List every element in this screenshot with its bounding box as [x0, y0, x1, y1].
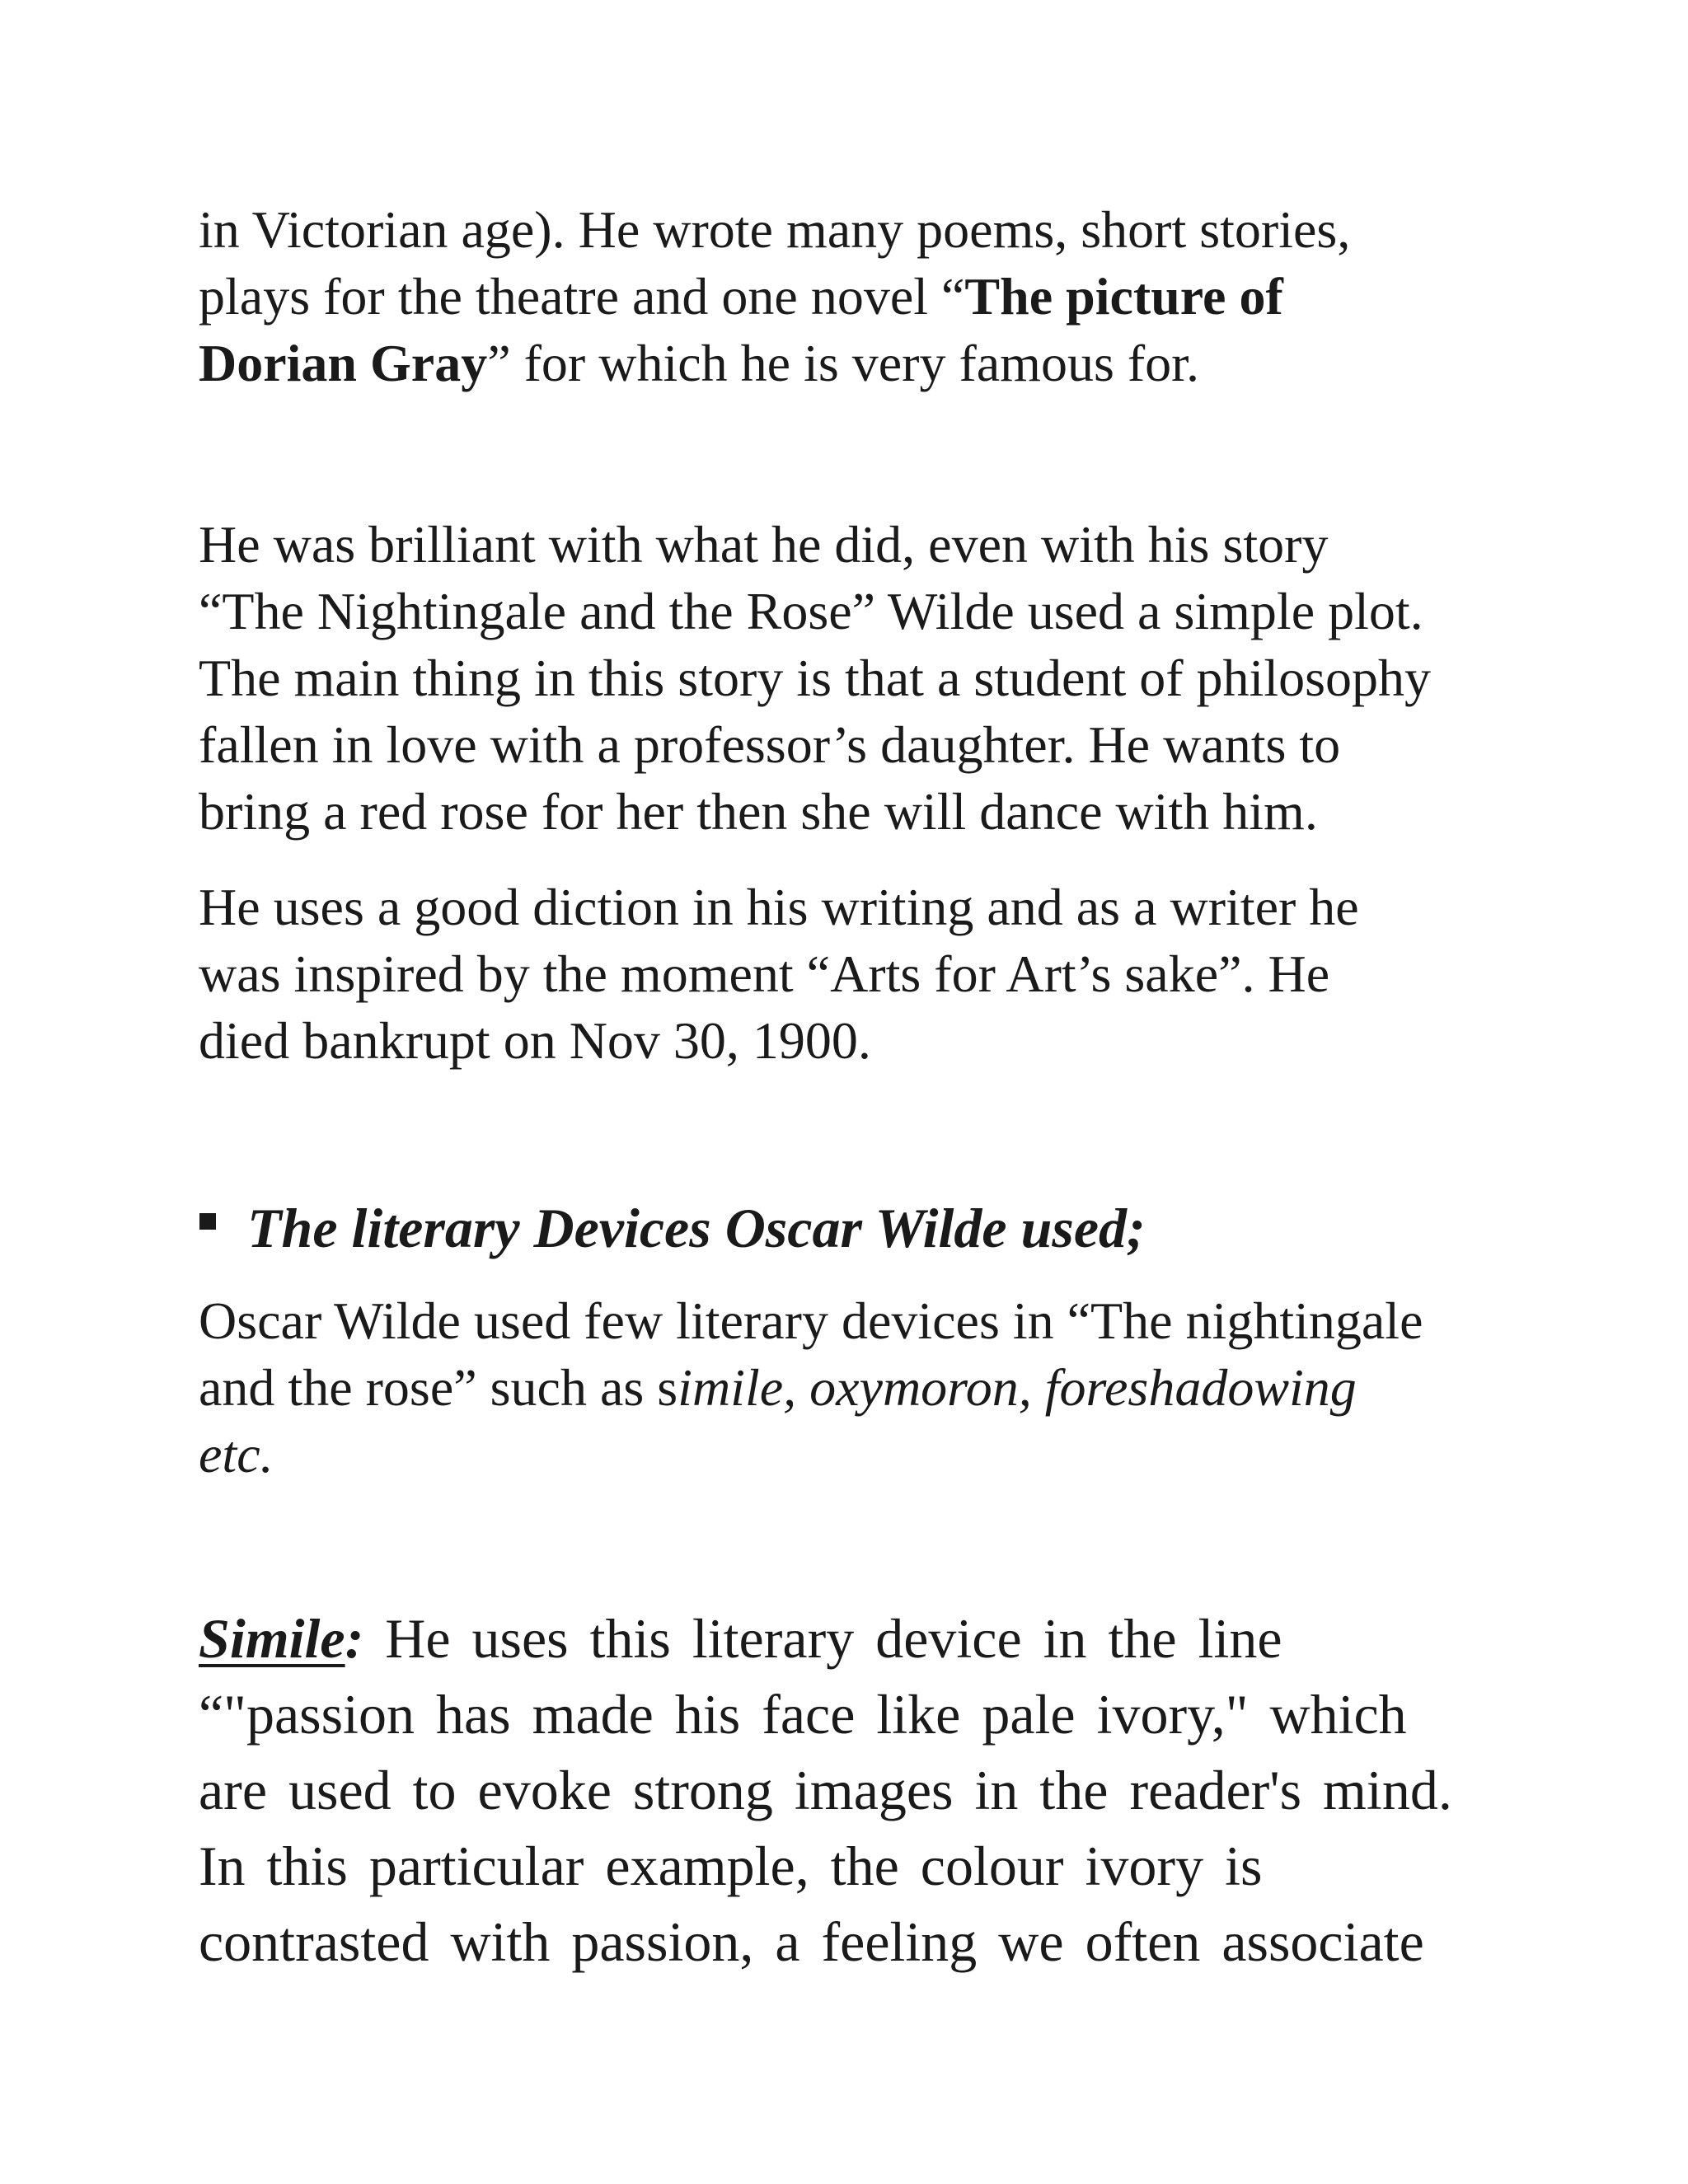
text-line: “"passion has made his face like pale ivory," which — [199, 1683, 1407, 1746]
text-line: He was brilliant with what he did, even with his story — [199, 515, 1329, 574]
paragraph-simile — [199, 1601, 1550, 1980]
square-bullet-icon — [199, 1213, 216, 1230]
heading-text: The literary Devices Oscar Wilde used; — [247, 1197, 1146, 1259]
section-heading — [247, 1195, 1146, 1261]
paragraph-wilde-works — [199, 196, 1550, 396]
text-line: Oscar Wilde used few literary devices in “The nightingale — [199, 1291, 1423, 1350]
paragraph-story-plot — [199, 511, 1550, 845]
text-line: was inspired by the moment “Arts for Art’s sake”. He — [199, 944, 1330, 1003]
text-line — [199, 263, 1550, 330]
text-line: in Victorian age). He wrote many poems, short stories, — [199, 200, 1351, 259]
text-line: The main thing in this story is that a student of philosophy — [199, 649, 1431, 707]
text-line — [199, 1354, 1550, 1421]
novel-title-bold: Dorian Gray — [199, 334, 488, 392]
text-run: and the rose” such as s — [199, 1358, 678, 1417]
devices-italic: imile, oxymoron, foreshadowing — [678, 1358, 1357, 1417]
paragraph-diction — [199, 874, 1550, 1074]
simile-term: Simile — [199, 1607, 345, 1670]
term-colon: : — [345, 1607, 364, 1670]
text-run: ” for which he is very famous for. — [487, 334, 1199, 392]
text-line: died bankrupt on Nov 30, 1900. — [199, 1011, 871, 1070]
text-line — [199, 330, 1550, 396]
text-line: In this particular example, the colour ivory is — [199, 1835, 1263, 1897]
text-line: contrasted with passion, a feeling we often associate — [199, 1910, 1424, 1973]
text-line: are used to evoke strong images in the reader's mind. — [199, 1759, 1452, 1821]
text-run: plays for the theatre and one novel “ — [199, 267, 965, 326]
paragraph-devices-list — [199, 1287, 1550, 1488]
text-line — [199, 1601, 1550, 1676]
text-line: “The Nightingale and the Rose” Wilde used a simple plot. — [199, 582, 1423, 640]
text-line: bring a red rose for her then she will dance with him. — [199, 782, 1318, 841]
novel-title-bold: The picture of — [964, 267, 1283, 326]
text-line: He uses a good diction in his writing and as a writer he — [199, 878, 1359, 936]
text-line: fallen in love with a professor’s daughter. He wants to — [199, 715, 1341, 774]
text-line: etc. — [199, 1425, 274, 1483]
text-run: He uses this literary device in the line — [363, 1607, 1282, 1670]
